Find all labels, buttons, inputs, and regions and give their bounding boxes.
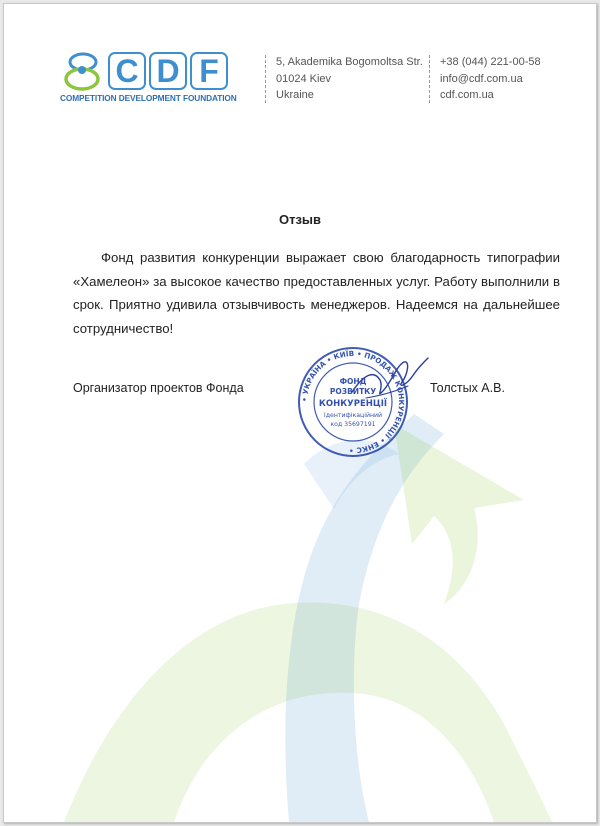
handwritten-signature xyxy=(344,352,434,412)
logo-letter-c: C xyxy=(108,52,146,90)
logo-letter-d: D xyxy=(149,52,187,90)
stamp-line-4: Ідентифікаційний xyxy=(323,412,383,419)
address-street: 5, Akademika Bogomoltsa Str. xyxy=(276,56,423,68)
contact-email: info@cdf.com.ua xyxy=(440,72,523,85)
contact-website: cdf.com.ua xyxy=(440,89,494,101)
address-country: Ukraine xyxy=(276,89,314,101)
signer-name: Толстых А.В. xyxy=(430,381,505,395)
stamp-ring-text: • УКРАЇНА • КИЇВ • ПРОДАЖ КОНКУРЕНЦІЇ • ЕНКС • xyxy=(299,348,407,456)
organization-name: COMPETITION DEVELOPMENT FOUNDATION xyxy=(60,93,237,103)
stamp-line-2: РОЗВИТКУ xyxy=(329,387,377,396)
header-divider-left xyxy=(265,55,267,103)
letter-page xyxy=(3,3,597,823)
contact-block xyxy=(440,54,541,104)
address-city: 01024 Kiev xyxy=(276,72,332,85)
contact-phone: +38 (044) 221-00-58 xyxy=(440,56,541,68)
logo-letter-f: F xyxy=(190,52,228,90)
stamp-line-1: ФОНД xyxy=(339,377,367,386)
watermark-green-arrow xyxy=(394,424,524,604)
cdf-logo xyxy=(60,50,250,108)
letter-body-text: Фонд развития конкуренции выражает свою благодарность типографии «Хамелеон» за высокое качество предоставленных услуг. Работу выполнили в срок. Приятно удивила отзывчивость менеджеров. Надеемся на дальнейшее сотрудничество! xyxy=(73,250,560,336)
letter-body xyxy=(73,246,560,340)
signer-position: Организатор проектов Фонда xyxy=(73,381,244,395)
letter-title: Отзыв xyxy=(278,212,322,227)
header-divider-right xyxy=(429,55,431,103)
logo-emblem-icon xyxy=(60,50,106,94)
stamp-line-5: код 35697191 xyxy=(330,421,376,428)
address-block xyxy=(276,54,423,104)
stamp-line-3: КОНКУРЕНЦІЇ xyxy=(318,399,388,409)
